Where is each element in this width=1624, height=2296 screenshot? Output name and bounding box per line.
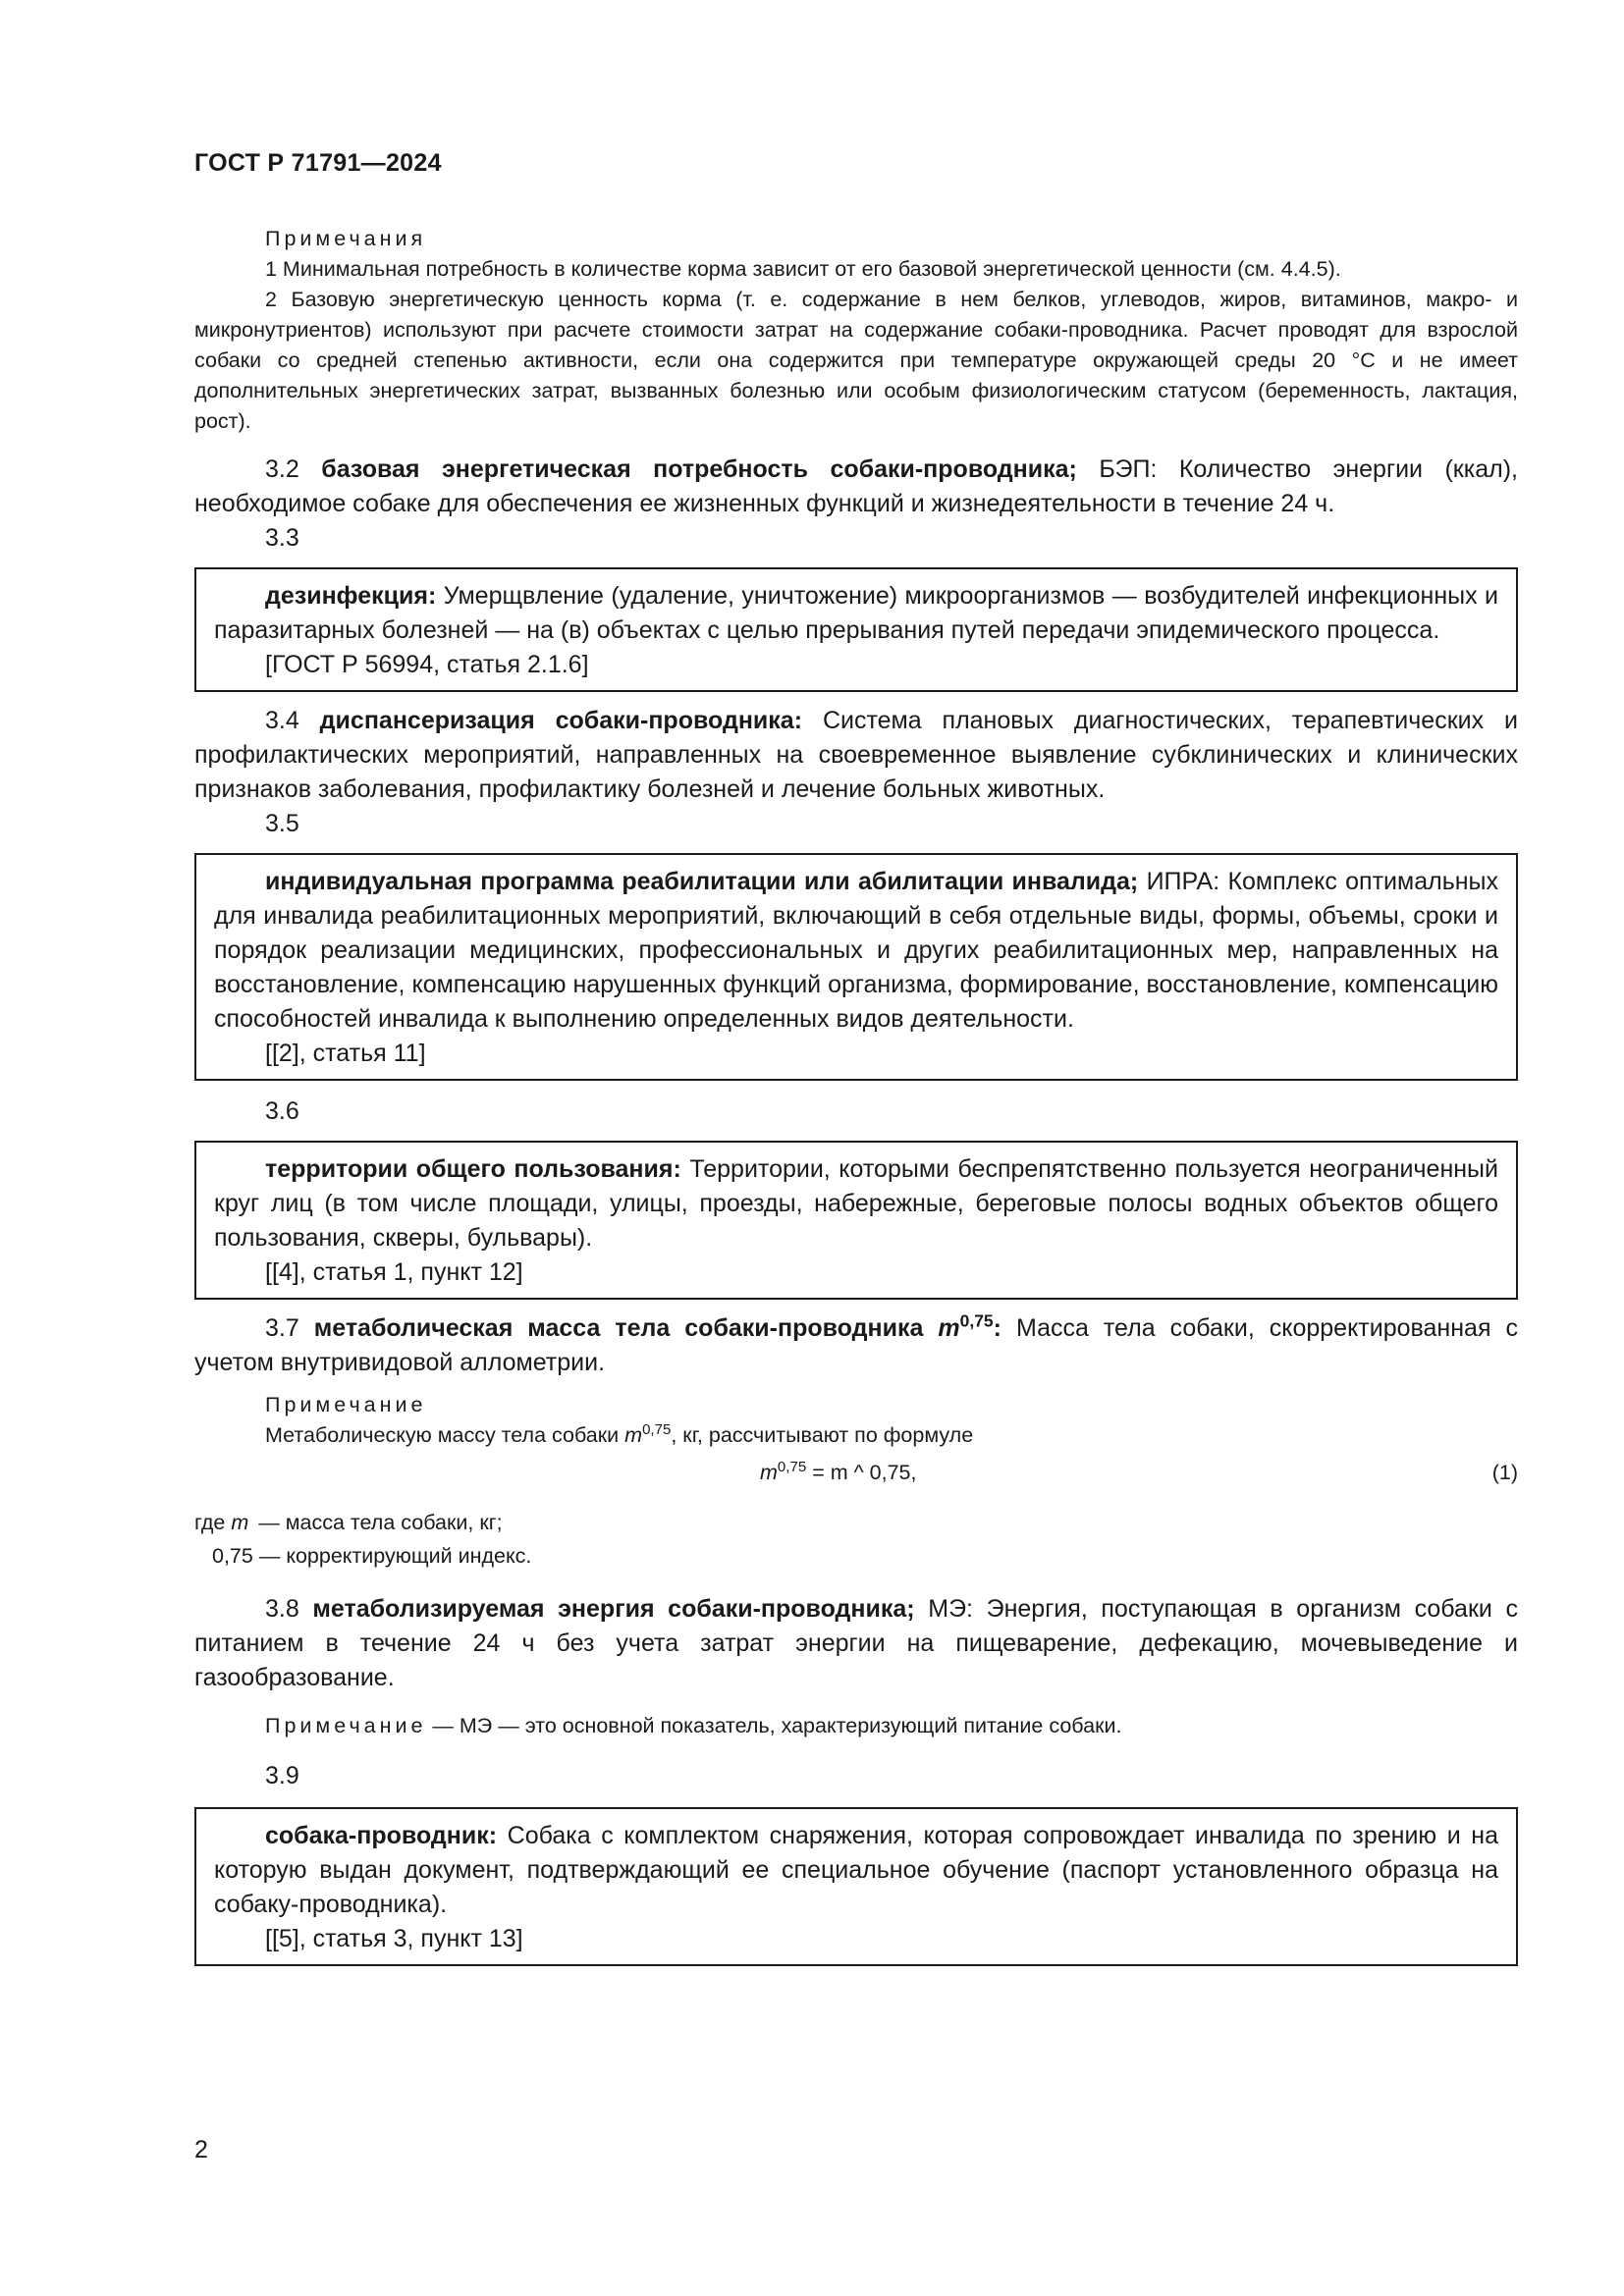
term-3-2 xyxy=(194,453,1518,521)
note-3-7 xyxy=(194,1390,1518,1451)
term-3-4 xyxy=(194,704,1518,807)
term-definition: ИПРА: Комплекс оптимальных для инвалида реабилитационных мероприятий, включающий в себя отдельные виды, формы, объемы, сроки и порядок реализации медицинских, профессиональных и других реабилитационных мер, направленных на восстановление, компенсацию нарушенных функций организма, формирование, восстановление, компенсацию способностей инвалида к выполнению определенных видов деятельности. xyxy=(214,868,1498,1033)
term-source: [[5], статья 3, пункт 13] xyxy=(265,1925,523,1952)
term-number: 3.8 xyxy=(265,1595,299,1623)
term-number: 3.7 xyxy=(265,1314,299,1342)
formula-legend xyxy=(194,1506,1518,1573)
term-definition: МЭ: Энергия, поступающая в организм собаки с питанием в течение 24 ч без учета затрат энергии на пищеварение, дефекацию, мочевыведение и газообразование. xyxy=(194,1595,1518,1691)
term-box-3-6 xyxy=(194,1141,1518,1300)
term-source: [ГОСТ Р 56994, статья 2.1.6] xyxy=(265,651,589,678)
term-number: 3.2 xyxy=(265,455,299,483)
term-text xyxy=(214,865,1498,1037)
term-number-3-9: 3.9 xyxy=(265,1762,299,1789)
term-box-3-3 xyxy=(194,567,1518,692)
note-text: — МЭ — это основной показатель, характеризующий питание собаки. xyxy=(426,1714,1122,1737)
note-title: Примечание xyxy=(265,1714,427,1737)
term-text xyxy=(214,1152,1498,1255)
term-source: [[4], статья 1, пункт 12] xyxy=(265,1258,523,1286)
note-3-8 xyxy=(194,1711,1518,1741)
term-symbol-exponent: 0,75 xyxy=(959,1310,994,1331)
term-name: базовая энергетическая потребность собаки-проводника; xyxy=(321,455,1077,483)
note-title: Примечание xyxy=(265,1393,427,1416)
notes-title: Примечания xyxy=(265,227,427,250)
term-number-3-5: 3.5 xyxy=(265,810,299,837)
term-name: метаболическая масса тела собаки-проводника $m^{0,75}$: xyxy=(313,1310,1001,1342)
document-header: ГОСТ Р 71791—2024 xyxy=(194,149,442,177)
note-2: 2 Базовую энергетическую ценность корма (т. е. содержание в нем белков, углеводов, жиров, витаминов, макро- и микронутриентов) используют при расчете стоимости затрат на содержание собаки-проводника. Расчет проводят для взрослой собаки со средней степенью активности, если она содержится при температуре окружающей среды 20 °C и не имеет дополнительных энергетических затрат, вызванных болезнью или особым физиологическим статусом (беременность, лактация, рост). xyxy=(194,288,1518,433)
term-number: 3.4 xyxy=(265,707,299,734)
term-3-8 xyxy=(194,1592,1518,1695)
formula-number: (1) xyxy=(1491,1461,1518,1484)
legend-m: где m — масса тела собаки, кг; xyxy=(194,1511,503,1534)
legend-k: 0,75 — корректирующий индекс. xyxy=(212,1544,532,1568)
term-text xyxy=(214,1819,1498,1922)
term-name: дезинфекция: xyxy=(265,582,437,610)
term-source: [[2], статья 11] xyxy=(265,1040,426,1067)
document-body xyxy=(194,224,1518,1966)
formula-row xyxy=(194,1455,1518,1490)
term-name: территории общего пользования: xyxy=(265,1155,681,1183)
term-name: метаболизируемая энергия собаки-проводника; xyxy=(312,1595,915,1623)
term-definition: Территории, которыми беспрепятственно пользуется неограниченный круг лиц (в том числе площади, улицы, проезды, набережные, береговые полосы водных объектов общего пользования, скверы, бульвары). xyxy=(214,1155,1498,1252)
note-1: 1 Минимальная потребность в количестве корма зависит от его базовой энергетической ценности (см. 4.4.5). xyxy=(265,257,1341,281)
term-definition: Масса тела собаки, скорректированная с учетом внутривидовой аллометрии. xyxy=(194,1314,1518,1376)
term-definition: Система плановых диагностических, терапевтических и профилактических мероприятий, направленных на своевременное выявление субклинических и клинических признаков заболевания, профилактику болезней и лечение больных животных. xyxy=(194,707,1518,803)
term-definition: Умерщвление (удаление, уничтожение) микроорганизмов — возбудителей инфекционных и паразитарных болезней — на (в) объектах с целью прерывания путей передачи эпидемического процесса. xyxy=(214,582,1499,644)
term-box-3-5 xyxy=(194,853,1518,1081)
notes-block xyxy=(194,224,1518,437)
term-number-3-3: 3.3 xyxy=(265,524,299,552)
term-name: диспансеризация собаки-проводника: xyxy=(319,707,803,734)
term-box-3-9 xyxy=(194,1807,1518,1966)
term-3-7 xyxy=(194,1311,1518,1380)
term-definition: Собака с комплектом снаряжения, которая сопровождает инвалида по зрению и на которую выдан документ, подтверждающий ее специальное обучение (паспорт установленного образца на собаку-проводника). xyxy=(214,1822,1498,1918)
note-text: Метаболическую массу тела собаки $m^{0,75}$, кг, рассчитывают по формуле xyxy=(265,1420,974,1447)
formula: $m^{0,75} = m$ ^ 0,75, xyxy=(760,1458,917,1484)
term-symbol: m xyxy=(938,1314,960,1342)
term-name: собака-проводник: xyxy=(265,1822,498,1849)
term-text xyxy=(214,579,1498,648)
term-definition: БЭП: Количество энергии (ккал), необходимое собаке для обеспечения ее жизненных функций и жизнедеятельности в течение 24 ч. xyxy=(194,455,1518,517)
page-number: 2 xyxy=(194,2136,208,2163)
term-name: индивидуальная программа реабилитации или абилитации инвалида; xyxy=(265,868,1139,895)
term-number-3-6: 3.6 xyxy=(265,1097,299,1125)
